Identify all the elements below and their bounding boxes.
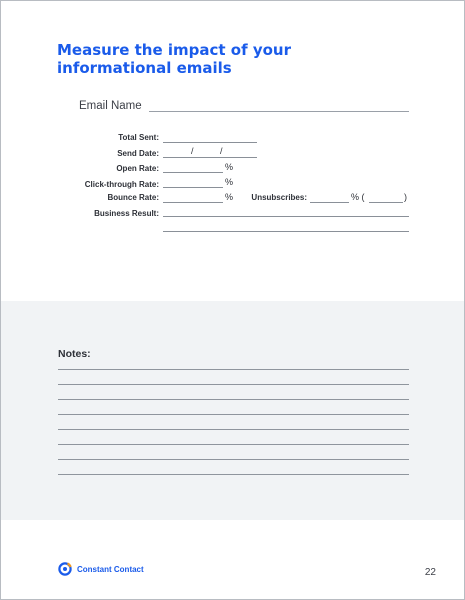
bounce-rate-field[interactable] <box>163 202 223 203</box>
open-rate-label: Open Rate: <box>116 164 159 173</box>
send-date-label: Send Date: <box>117 149 159 158</box>
business-result-field[interactable] <box>163 216 409 217</box>
footer-logo <box>58 562 144 576</box>
total-sent-field[interactable] <box>163 142 257 143</box>
notes-line[interactable] <box>58 384 409 385</box>
business-result-label: Business Result: <box>94 209 159 218</box>
title-line-2: informational emails <box>57 59 232 77</box>
unsubscribes-close-paren: ) <box>404 192 407 202</box>
notes-line[interactable] <box>58 429 409 430</box>
open-rate-percent: % <box>225 162 234 172</box>
click-through-rate-percent: % <box>225 177 234 187</box>
title-line-1: Measure the impact of your <box>57 41 291 59</box>
send-date-field[interactable] <box>163 157 257 158</box>
constant-contact-logo-icon <box>58 562 72 576</box>
brand-name: Constant Contact <box>77 564 144 574</box>
total-sent-label: Total Sent: <box>118 133 159 142</box>
open-rate-field[interactable] <box>163 172 223 173</box>
unsubscribes-rate-field[interactable] <box>369 202 403 203</box>
unsubscribes-percent: % ( <box>351 192 365 202</box>
bounce-rate-percent: % <box>225 192 234 202</box>
notes-line[interactable] <box>58 369 409 370</box>
date-separator: / <box>220 146 223 156</box>
business-result-field-line-2[interactable] <box>163 231 409 232</box>
email-name-field[interactable] <box>149 111 409 112</box>
bounce-rate-label: Bounce Rate: <box>107 193 159 202</box>
click-through-rate-field[interactable] <box>163 187 223 188</box>
click-through-rate-label: Click-through Rate: <box>84 180 159 189</box>
email-name-label: Email Name <box>79 100 142 112</box>
notes-line[interactable] <box>58 459 409 460</box>
unsubscribes-label: Unsubscribes: <box>251 193 307 202</box>
unsubscribes-count-field[interactable] <box>310 202 349 203</box>
notes-line[interactable] <box>58 414 409 415</box>
notes-line[interactable] <box>58 399 409 400</box>
notes-line[interactable] <box>58 444 409 445</box>
notes-section <box>1 301 464 520</box>
page-title <box>57 41 397 77</box>
notes-line[interactable] <box>58 474 409 475</box>
notes-label: Notes: <box>58 348 91 360</box>
page-number: 22 <box>424 567 436 578</box>
date-separator: / <box>191 146 194 156</box>
